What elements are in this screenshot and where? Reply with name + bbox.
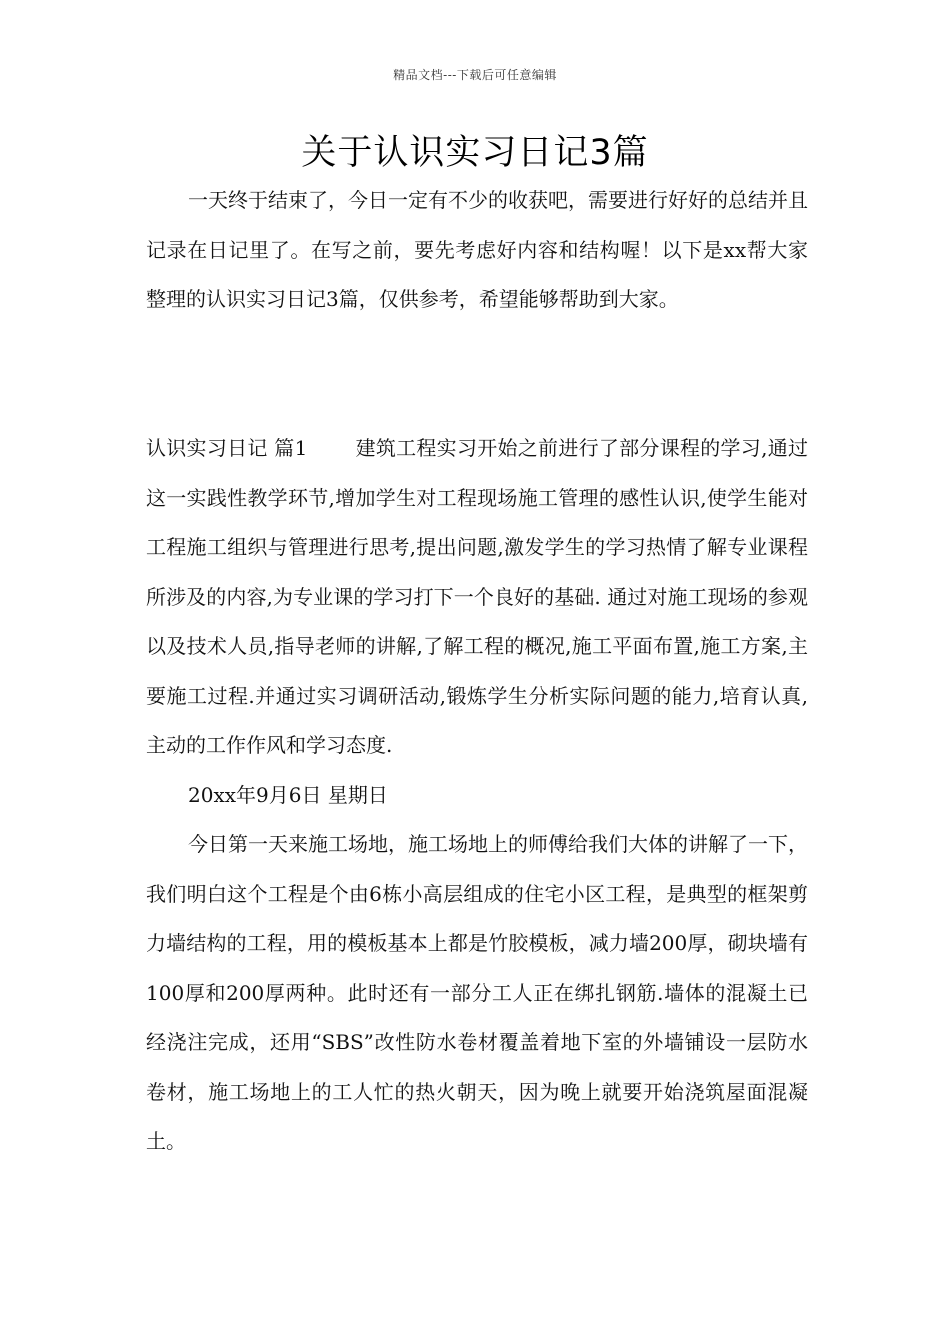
section-1-heading: 认识实习日记 篇1 <box>146 436 308 460</box>
entry-paragraph: 今日第一天来施工场地，施工场地上的师傅给我们大体的讲解了一下，我们明白这个工程是个由6栋小高层组成的住宅小区工程，是典型的框架剪力墙结构的工程，用的模板基本上都是竹胶模板，减力墙200厚，砌块墙有100厚和200厚两种。此时还有一部分工人正在绑扎钢筋.墙体的混凝土已经浇注完成，还用“SBS”改性防水卷材覆盖着地下室的外墙铺设一层防水卷材，施工场地上的工人忙的热火朝天，因为晚上就要开始浇筑屋面混凝土。 <box>146 832 808 1153</box>
intro-section <box>146 176 808 325</box>
page-header: 精品文档---下载后可任意编辑 <box>393 68 557 82</box>
entry-date: 20xx年9月6日 星期日 <box>188 782 388 807</box>
diary-section-1 <box>146 424 808 1167</box>
section-1-block <box>146 424 808 771</box>
section-1-paragraph: 建筑工程实习开始之前进行了部分课程的学习,通过这一实践性教学环节,增加学生对工程现场施工管理的感性认识,使学生能对工程施工组织与管理进行思考,提出问题,激发学生的学习热情了解专业课程所涉及的内容,为专业课的学习打下一个良好的基础. 通过对施工现场的参观以及技术人员,指导老师的讲解,了解工程的概况,施工平面布置,施工方案,主要施工过程.并通过实习调研活动,锻炼学生分析实际问题的能力,培育认真,主动的工作作风和学习态度. <box>146 436 808 757</box>
intro-paragraph: 一天终于结束了，今日一定有不少的收获吧，需要进行好好的总结并且记录在日记里了。在写之前，要先考虑好内容和结构喔！以下是xx帮大家整理的认识实习日记3篇，仅供参考，希望能够帮助到大家。 <box>146 188 808 311</box>
document-title: 关于认识实习日记3篇 <box>301 133 649 173</box>
